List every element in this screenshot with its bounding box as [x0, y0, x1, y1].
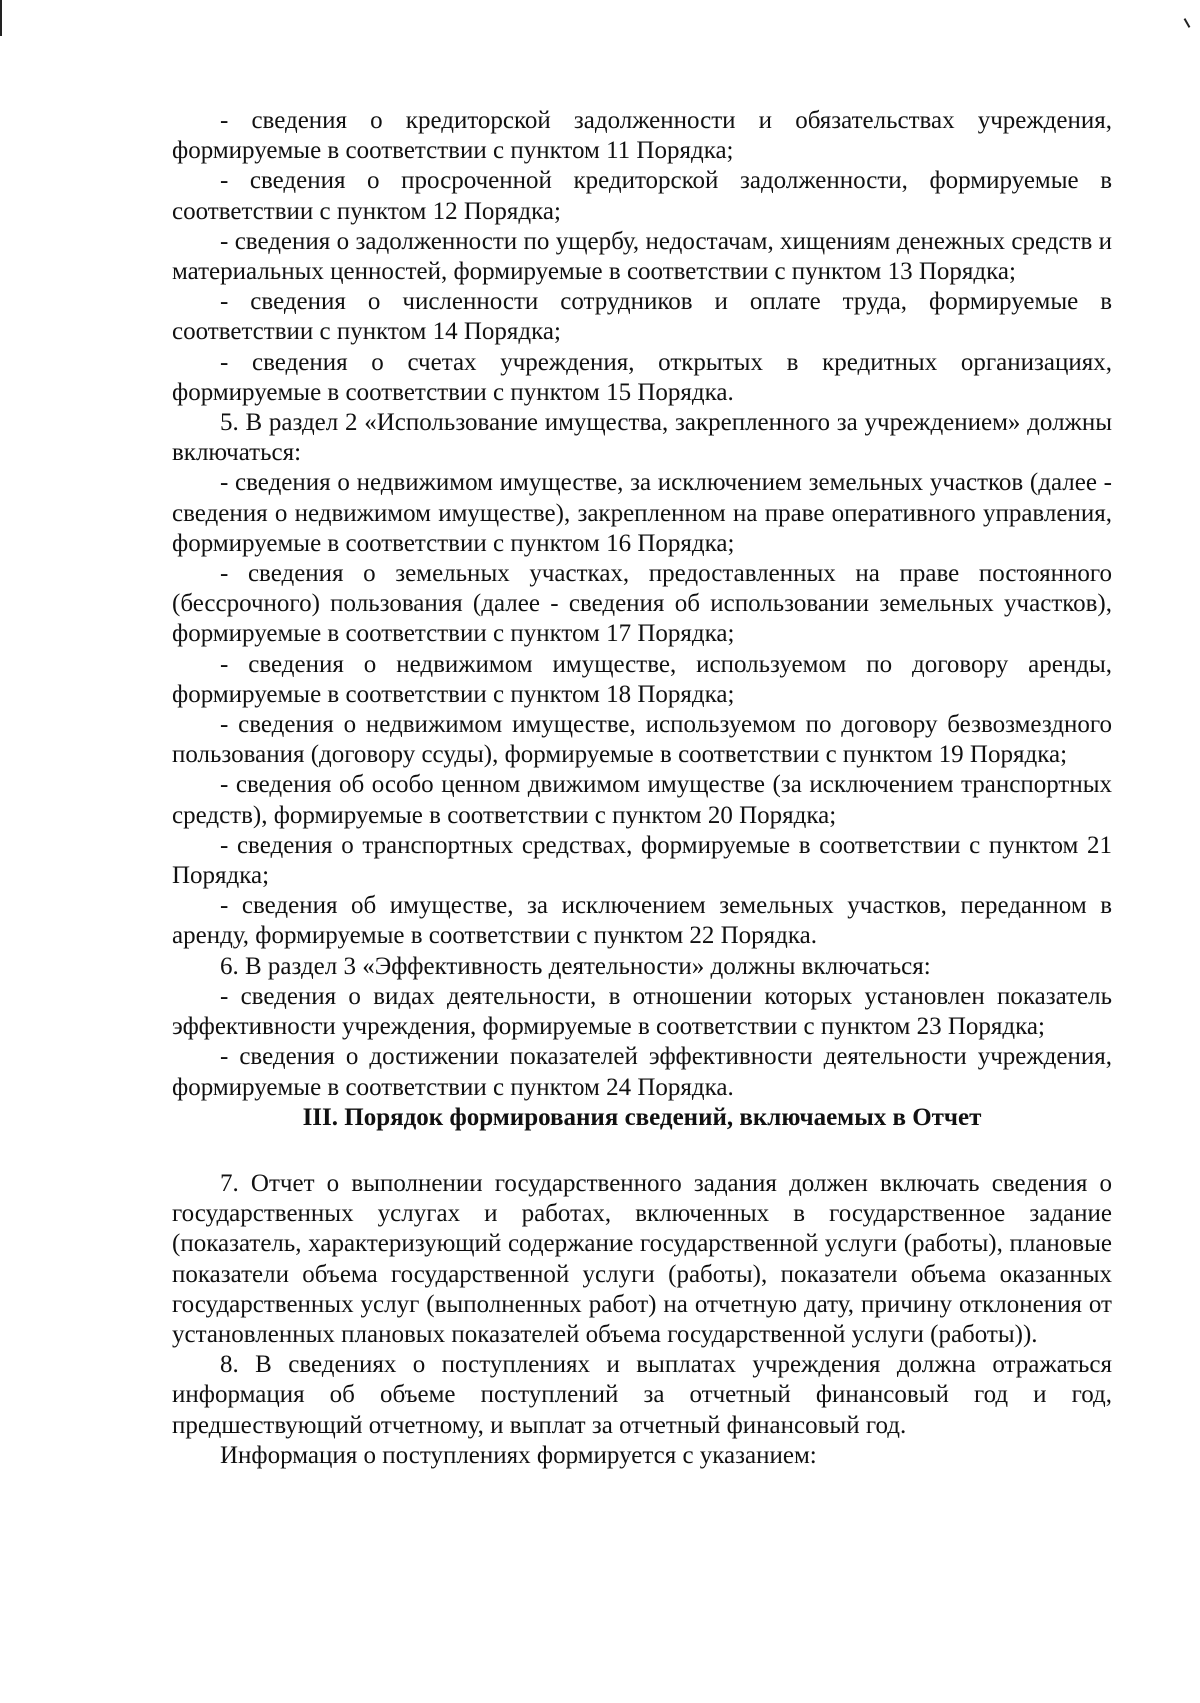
paragraph: 7. Отчет о выполнении государственного задания должен включать сведения о государственных услугах и работах, включенных в государственное задание (показатель, характеризующий содержание государственной услуги (работы), плановые показатели объема государственной услуги (работы), показатели объема оказанных государственных услуг (выполненных работ) на отчетную дату, причину отклонения от установленных плановых показателей объема государственной услуги (работы)).	[172, 1169, 1112, 1348]
paragraph: - сведения о недвижимом имуществе, используемом по договору аренды, формируемые в соответствии с пунктом 18 Порядка;	[172, 650, 1112, 708]
paragraph: - сведения о счетах учреждения, открытых в кредитных организациях, формируемые в соответствии с пунктом 15 Порядка.	[172, 348, 1112, 406]
paragraph: - сведения о кредиторской задолженности и обязательствах учреждения, формируемые в соответствии с пунктом 11 Порядка;	[172, 107, 1112, 165]
paragraph: 8. В сведениях о поступлениях и выплатах учреждения должна отражаться информация об объеме поступлений за отчетный финансовый год и год, предшествующий отчетному, и выплат за отчетный финансовый год.	[172, 1351, 1112, 1439]
scan-edge-mark	[0, 0, 2, 36]
paragraph: 6. В раздел 3 «Эффективность деятельности» должны включаться:	[220, 952, 931, 980]
paragraph: - сведения о земельных участках, предоставленных на праве постоянного (бессрочного) пользования (далее - сведения об использовании земельных участков), формируемые в соответствии с пунктом 17 Порядка;	[172, 560, 1112, 648]
paragraph: - сведения о недвижимом имуществе, используемом по договору безвозмездного пользования (договору ссуды), формируемые в соответствии с пунктом 19 Порядка;	[172, 711, 1112, 769]
paragraph: - сведения о транспортных средствах, формируемые в соответствии с пунктом 21 Порядка;	[172, 831, 1112, 890]
section-heading: III. Порядок формирования сведений, включаемых в Отчет	[302, 1103, 982, 1131]
paragraph: - сведения о недвижимом имуществе, за исключением земельных участков (далее - сведения о недвижимом имуществе), закрепленном на праве оперативного управления, формируемые в соответствии с пунктом 16 Порядка;	[172, 469, 1112, 557]
scan-edge-mark	[1184, 18, 1191, 28]
paragraph: - сведения о задолженности по ущербу, недостачам, хищениям денежных средств и материальных ценностей, формируемые в соответствии с пунктом 13 Порядка;	[172, 227, 1112, 286]
paragraph: - сведения о достижении показателей эффективности деятельности учреждения, формируемые в соответствии с пунктом 24 Порядка.	[172, 1043, 1112, 1101]
paragraph: 5. В раздел 2 «Использование имущества, закрепленного за учреждением» должны включаться:	[172, 409, 1112, 467]
paragraph: - сведения о видах деятельности, в отношении которых установлен показатель эффективности учреждения, формируемые в соответствии с пунктом 23 Порядка;	[172, 982, 1112, 1041]
paragraph: - сведения о численности сотрудников и оплате труда, формируемые в соответствии с пунктом 14 Порядка;	[172, 288, 1112, 346]
paragraph: - сведения об особо ценном движимом имуществе (за исключением транспортных средств), формируемые в соответствии с пунктом 20 Порядка;	[172, 771, 1112, 829]
paragraph: Информация о поступлениях формируется с указанием:	[220, 1441, 817, 1469]
paragraph: - сведения об имуществе, за исключением земельных участков, переданном в аренду, формируемые в соответствии с пунктом 22 Порядка.	[172, 892, 1112, 950]
document-page	[172, 106, 1112, 1471]
paragraph: - сведения о просроченной кредиторской задолженности, формируемые в соответствии с пунктом 12 Порядка;	[172, 167, 1112, 225]
